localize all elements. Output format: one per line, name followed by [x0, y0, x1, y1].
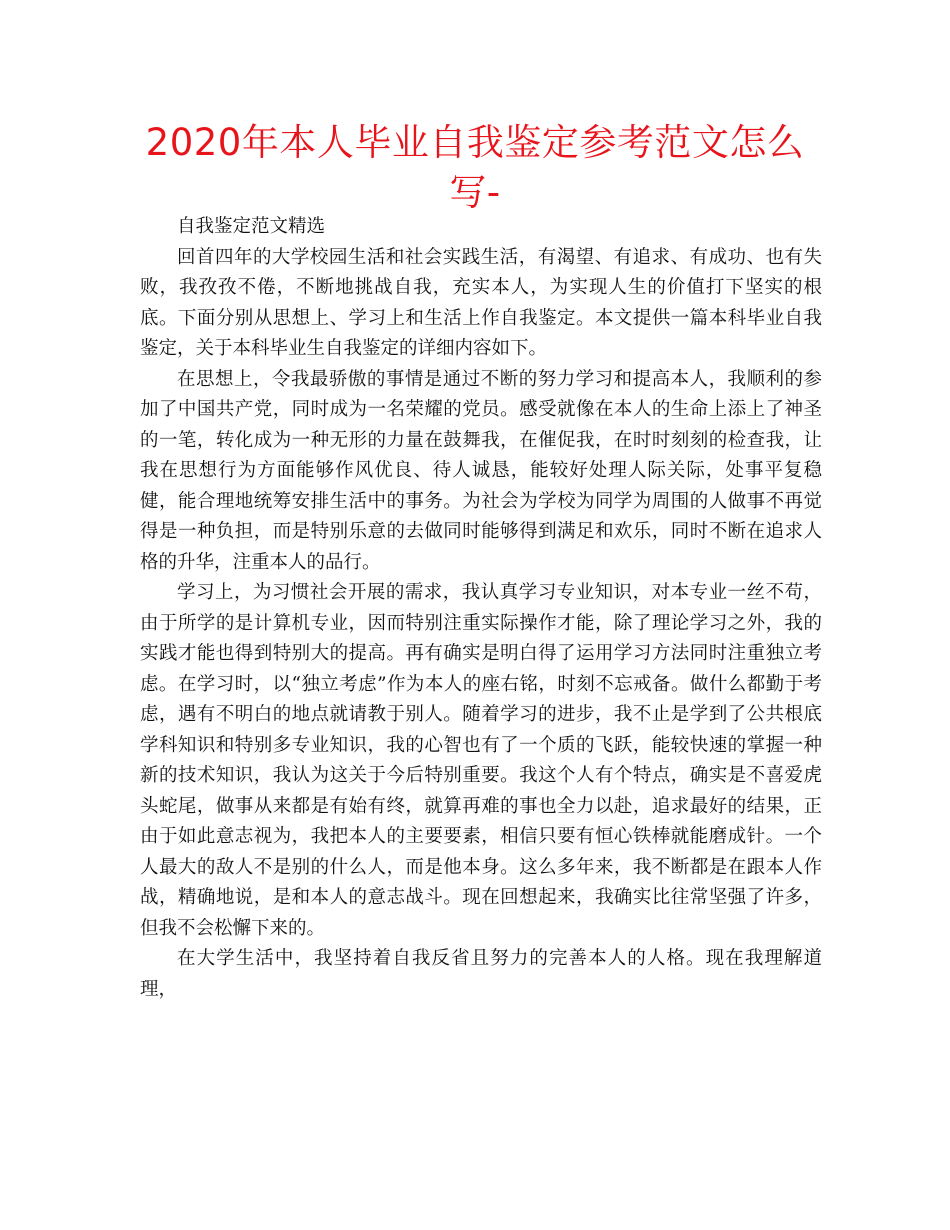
document-body	[140, 212, 822, 1005]
paragraph-subtitle: 自我鉴定范文精选	[177, 216, 326, 237]
paragraph-thought: 在思想上，令我最骄傲的事情是通过不断的努力学习和提高本人，我顺利的参加了中国共产党，同时成为一名荣耀的党员。感受就像在本人的生命上添上了神圣的一笔，转化成为一种无形的力量在鼓舞我，在催促我，在时时刻刻的检查我，让我在思想行为方面能够作风优良、待人诚恳，能较好处理人际关际，处事平复稳健，能合理地统筹安排生活中的事务。为社会为学校为同学为周围的人做事不再觉得是一种负担，而是特别乐意的去做同时能够得到满足和欢乐，同时不断在追求人格的升华，注重本人的品行。	[140, 368, 822, 573]
paragraph-life: 在大学生活中，我坚持着自我反省且努力的完善本人的人格。现在我理解道理，	[140, 948, 822, 1000]
document-title: 2020年本人毕业自我鉴定参考范文怎么写-	[145, 121, 805, 214]
paragraph-study: 学习上，为习惯社会开展的需求，我认真学习专业知识，对本专业一丝不苟，由于所学的是计算机专业，因而特别注重实际操作才能，除了理论学习之外，我的实践才能也得到特别大的提高。再有确实是明白得了运用学习方法同时注重独立考虑。在学习时，以“独立考虑”作为本人的座右铭，时刻不忘戒备。做什么都勤于考虑，遇有不明白的地点就请教于别人。随着学习的进步，我不止是学到了公共根底学科知识和特别多专业知识，我的心智也有了一个质的飞跃，能较快速的掌握一种新的技术知识，我认为这关于今后特别重要。我这个人有个特点，确实是不喜爱虎头蛇尾，做事从来都是有始有终，就算再难的事也全力以赴，追求最好的结果，正由于如此意志视为，我把本人的主要要素，相信只要有恒心铁棒就能磨成针。一个人最大的敌人不是别的什么人，而是他本身。这么多年来，我不断都是在跟本人作战，精确地说，是和本人的意志战斗。现在回想起来，我确实比往常坚强了许多，但我不会松懈下来的。	[140, 582, 822, 939]
paragraph-intro: 回首四年的大学校园生活和社会实践生活，有渴望、有追求、有成功、也有失败，我孜孜不倦，不断地挑战自我，充实本人，为实现人生的价值打下坚实的根底。下面分别从思想上、学习上和生活上作自我鉴定。本文提供一篇本科毕业自我鉴定，关于本科毕业生自我鉴定的详细内容如下。	[140, 246, 822, 359]
